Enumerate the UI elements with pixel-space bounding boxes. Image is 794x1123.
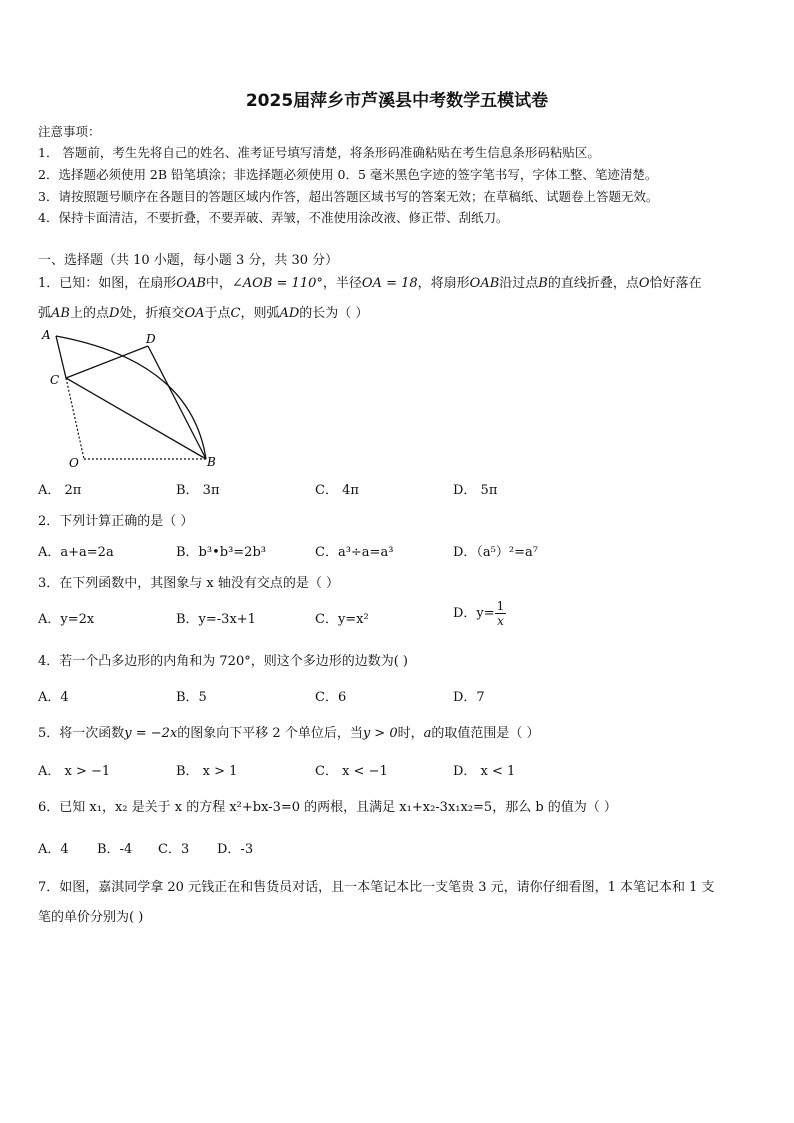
q1-text: 上的点 bbox=[69, 306, 109, 321]
q2-option-c[interactable]: C．a³÷a=a³ bbox=[315, 545, 394, 560]
segment-oc-dashed bbox=[66, 378, 84, 459]
q1-segment: OA bbox=[184, 306, 205, 321]
note-item: 3．请按照题号顺序在各题目的答题区域内作答，超出答题区域书写的答案无效；在草稿纸、试题卷上答题无效。 bbox=[38, 189, 659, 204]
q5-variable: a bbox=[423, 726, 432, 741]
q1-point: B bbox=[538, 276, 548, 291]
q1-point: O bbox=[638, 276, 650, 291]
label-c: C bbox=[50, 373, 60, 387]
q5-text: 的取值范围是（ ） bbox=[431, 726, 540, 741]
q1-text: 处，折痕交 bbox=[119, 306, 185, 321]
q1-option-d[interactable]: D． 5π bbox=[453, 483, 498, 498]
notes-heading: 注意事项： bbox=[38, 124, 101, 139]
q1-option-c[interactable]: C． 4π bbox=[315, 483, 359, 498]
q3-option-d[interactable] bbox=[453, 599, 506, 628]
q1-angle: ∠AOB = 110° bbox=[231, 276, 323, 291]
q3-option-a[interactable]: A．y=2x bbox=[38, 612, 95, 627]
q2-option-a[interactable]: A．a+a=2a bbox=[38, 545, 114, 560]
q2-option-b[interactable]: B．b³•b³=2b³ bbox=[176, 545, 266, 560]
question-6-stem: 6．已知 x₁，x₂ 是关于 x 的方程 x²+bx-3=0 的两根，且满足 x₁+x₂-3x₁x₂=5，那么 b 的值为（ ） bbox=[38, 800, 617, 815]
q1-text: 的长为（ ） bbox=[299, 306, 369, 321]
question-1-line1 bbox=[38, 272, 702, 291]
q1-point: C bbox=[230, 306, 241, 321]
q6-option-d[interactable]: D．-3 bbox=[217, 842, 254, 857]
q5-condition: y > 0 bbox=[362, 726, 398, 741]
arc-ab bbox=[56, 336, 206, 459]
q1-text: 中， bbox=[205, 276, 232, 291]
note-item: 1． 答题前，考生先将自己的姓名、准考证号填写清楚，将条形码准确粘贴在考生信息条形码粘贴区。 bbox=[38, 145, 600, 160]
q1-text: ，将扇形 bbox=[417, 276, 470, 291]
q1-text: ，则弧 bbox=[240, 306, 280, 321]
q5-option-c[interactable]: C． x < −1 bbox=[315, 764, 388, 779]
q1-point: D bbox=[108, 306, 120, 321]
question-4-stem: 4．若一个凸多边形的内角和为 720°，则这个多边形的边数为( ) bbox=[38, 654, 408, 669]
q1-text: 沿过点 bbox=[499, 276, 539, 291]
section-heading: 一、选择题（共 10 小题，每小题 3 分，共 30 分） bbox=[38, 253, 339, 268]
note-item: 4．保持卡面清洁，不要折叠，不要弄破、弄皱，不准使用涂改液、修正带、刮纸刀。 bbox=[38, 210, 509, 225]
q3-option-d-label: D．y= bbox=[453, 606, 495, 621]
q3-option-c[interactable]: C．y=x² bbox=[315, 612, 369, 627]
q5-text: 的图象向下平移 2 个单位后，当 bbox=[177, 726, 363, 741]
q5-option-a[interactable]: A． x > −1 bbox=[38, 764, 111, 779]
q1-sector-name: OAB bbox=[469, 276, 500, 291]
page-title: 2025届萍乡市芦溪县中考数学五模试卷 bbox=[245, 91, 549, 111]
q5-option-b[interactable]: B． x > 1 bbox=[176, 764, 238, 779]
q1-text: 弧 bbox=[38, 306, 52, 321]
fraction bbox=[495, 599, 507, 628]
question-3-stem: 3．在下列函数中，其图象与 x 轴没有交点的是（ ） bbox=[38, 576, 339, 591]
question-7-line2: 笔的单价分别为( ) bbox=[38, 910, 144, 925]
q1-option-b[interactable]: B． 3π bbox=[176, 483, 220, 498]
q4-option-c[interactable]: C．6 bbox=[315, 690, 347, 705]
sector-figure bbox=[36, 326, 226, 472]
question-1-line2 bbox=[38, 302, 368, 321]
label-o: O bbox=[69, 456, 79, 470]
segment-ac bbox=[56, 336, 66, 378]
label-d: D bbox=[146, 332, 156, 346]
q5-text: 时， bbox=[397, 726, 424, 741]
note-item: 2．选择题必须使用 2B 铅笔填涂；非选择题必须使用 0．5 毫米黑色字迹的签字笔书写，字体工整、笔迹清楚。 bbox=[38, 167, 658, 182]
q3-option-b[interactable]: B．y=-3x+1 bbox=[176, 612, 256, 627]
q1-text: 于点 bbox=[204, 306, 231, 321]
q5-text: 5．将一次函数 bbox=[38, 726, 125, 741]
q1-text: 恰好落在 bbox=[649, 276, 702, 291]
q4-option-b[interactable]: B．5 bbox=[176, 690, 207, 705]
question-7-line1: 7．如图，嘉淇同学拿 20 元钱正在和售货员对话，且一本笔记本比一支笔贵 3 元，请你仔细看图，1 本笔记本和 1 支 bbox=[38, 880, 715, 895]
label-b: B bbox=[207, 455, 216, 469]
q1-sector-name: OAB bbox=[176, 276, 206, 291]
q1-arc: AD bbox=[279, 306, 300, 321]
q1-radius: OA = 18 bbox=[361, 276, 418, 291]
question-2-stem: 2．下列计算正确的是（ ） bbox=[38, 514, 194, 529]
fraction-numerator: 1 bbox=[496, 599, 505, 613]
q6-option-c[interactable]: C．3 bbox=[158, 842, 190, 857]
q1-option-a[interactable]: A． 2π bbox=[38, 483, 82, 498]
q4-option-d[interactable]: D．7 bbox=[453, 690, 485, 705]
fraction-denominator: x bbox=[497, 614, 504, 628]
q4-option-a[interactable]: A．4 bbox=[38, 690, 69, 705]
q2-option-d[interactable]: D．（a⁵）²=a⁷ bbox=[453, 545, 538, 560]
label-a: A bbox=[42, 328, 51, 342]
question-5-stem bbox=[38, 722, 540, 741]
q6-option-b[interactable]: B．-4 bbox=[97, 842, 133, 857]
q1-text: 的直线折叠，点 bbox=[547, 276, 639, 291]
q1-arc: AB bbox=[51, 306, 70, 321]
q5-option-d[interactable]: D． x < 1 bbox=[453, 764, 516, 779]
q1-text: ，半径 bbox=[322, 276, 362, 291]
q1-text: 1．已知：如图，在扇形 bbox=[38, 276, 177, 291]
q6-option-a[interactable]: A．4 bbox=[38, 842, 69, 857]
q5-function: y = −2x bbox=[124, 726, 178, 741]
